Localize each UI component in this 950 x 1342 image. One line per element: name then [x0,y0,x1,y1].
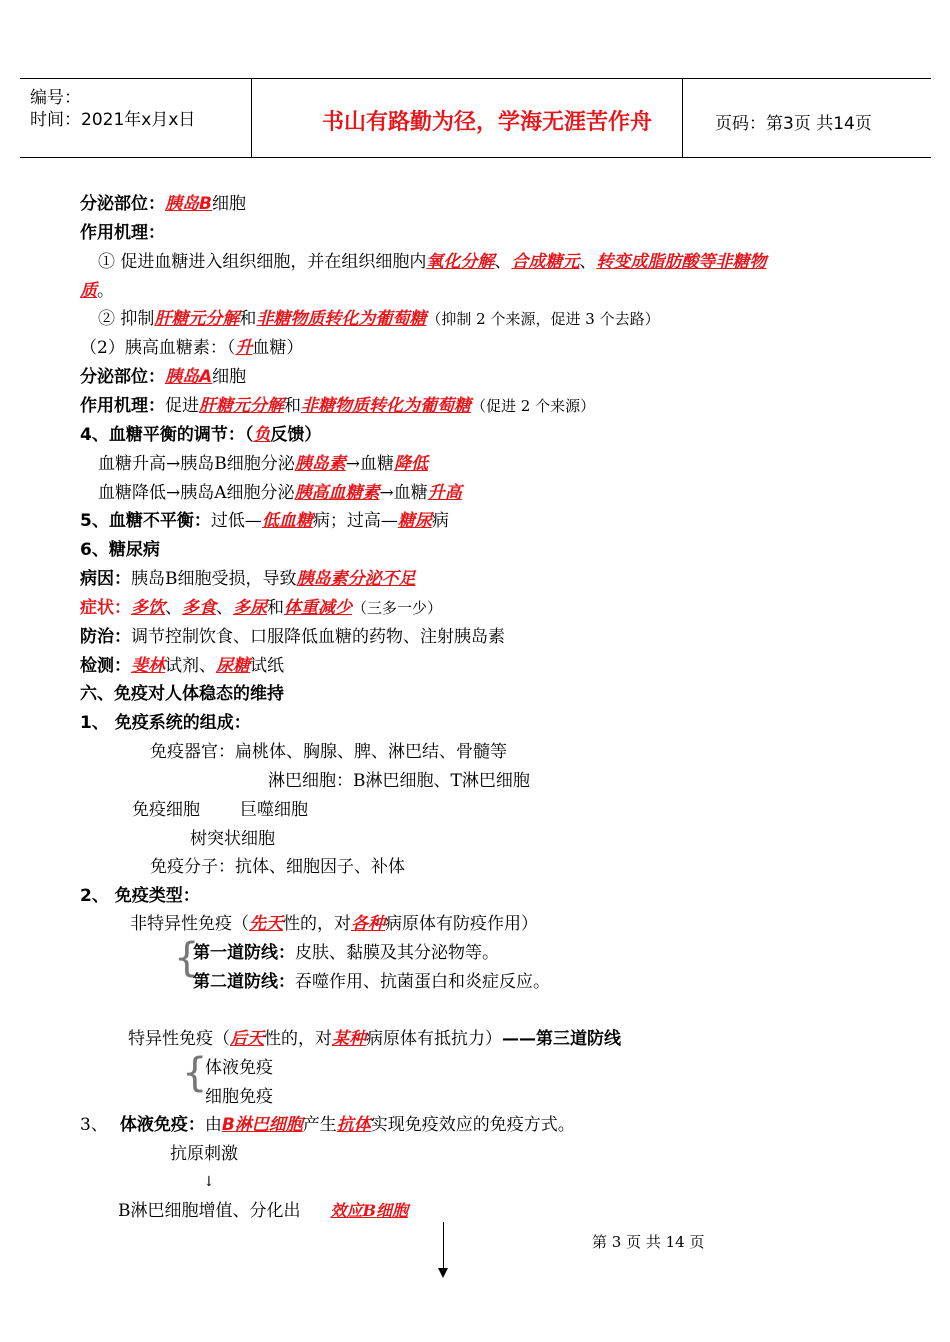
text-line: 血糖升高→胰岛B细胞分泌胰岛素→血糖降低 [98,454,428,474]
text-line: （2）胰高血糖素：（升血糖） [80,338,304,358]
arrow-down-icon [438,1268,448,1278]
section-heading: 6、糖尿病 [80,540,160,560]
header-divider [251,79,252,157]
text-line: 特异性免疫（后天性的，对某种病原体有抵抗力）——第三道防线 [128,1029,621,1049]
text-line: 细胞免疫 [205,1087,273,1107]
section-heading: 5、血糖不平衡：过低—低血糖病；过高—糖尿病 [80,511,449,531]
page-header [20,78,931,158]
text-line: 作用机理：促进肝糖元分解和非糖物质转化为葡萄糖（促进 2 个来源） [80,396,596,416]
arrow-down-icon: ↓ [203,1174,215,1190]
text-line: 树突状细胞 [190,829,275,849]
text-line: 症状：多饮、多食、多尿和体重减少（三多一少） [80,598,443,618]
section-heading: 1、 免疫系统的组成： [80,713,251,733]
text-line: 分泌部位：胰岛B细胞 [80,194,246,214]
flow-arrow-line [443,1222,444,1268]
page-label: 页码：第3页 共14页 [715,114,872,134]
text-line: 病因：胰岛B细胞受损，导致胰岛素分泌不足 [80,569,416,589]
header-divider [682,79,683,157]
text-line: 抗原刺激 [170,1144,238,1164]
text-line: 第一道防线：皮肤、黏膜及其分泌物等。 [193,943,499,963]
section-heading: 3、 体液免疫：由B淋巴细胞产生抗体实现免疫效应的免疫方式。 [80,1115,575,1135]
section-heading: 4、血糖平衡的调节：（负反馈） [80,425,322,445]
section-heading: 2、 免疫类型： [80,886,200,906]
text-line: 淋巴细胞：B淋巴细胞、T淋巴细胞 [268,771,530,791]
serial-label: 编号： [30,88,81,108]
text-line: ② 抑制肝糖元分解和非糖物质转化为葡萄糖（抑制 2 个来源，促进 3 个去路） [98,309,660,329]
text-line: 非特异性免疫（先天性的，对各种病原体有防疫作用） [130,914,538,934]
text-line: 防治：调节控制饮食、口服降低血糖的药物、注射胰岛素 [80,627,505,647]
text-line: 体液免疫 [205,1058,273,1078]
text-line: 免疫器官：扁桃体、胸腺、脾、淋巴结、骨髓等 [150,742,507,762]
brace-icon: { [174,935,200,981]
brace-icon: { [182,1050,208,1096]
text-line: 质。 [80,281,114,301]
text-line: 检测：斐林试剂、尿糖试纸 [80,656,284,676]
page-footer: 第 3 页 共 14 页 [592,1233,705,1251]
time-label: 时间：2021年x月x日 [30,110,196,130]
text-line: ① 促进血糖进入组织细胞，并在组织细胞内氧化分解、合成糖元、转变成脂肪酸等非糖物 [98,252,767,272]
text-line: 作用机理： [80,223,165,243]
motto: 书山有路勤为径，学海无涯苦作舟 [321,110,652,135]
text-line: 免疫细胞 巨噬细胞 [132,800,308,820]
section-heading: 六、免疫对人体稳态的维持 [80,684,284,704]
text-line: B淋巴细胞增值、分化出 效应B细胞 [118,1201,409,1221]
text-line: 免疫分子：抗体、细胞因子、补体 [150,857,405,877]
text-line: 血糖降低→胰岛A细胞分泌胰高血糖素→血糖升高 [98,483,462,503]
text-line: 分泌部位：胰岛A细胞 [80,367,247,387]
text-line: 第二道防线：吞噬作用、抗菌蛋白和炎症反应。 [193,972,550,992]
